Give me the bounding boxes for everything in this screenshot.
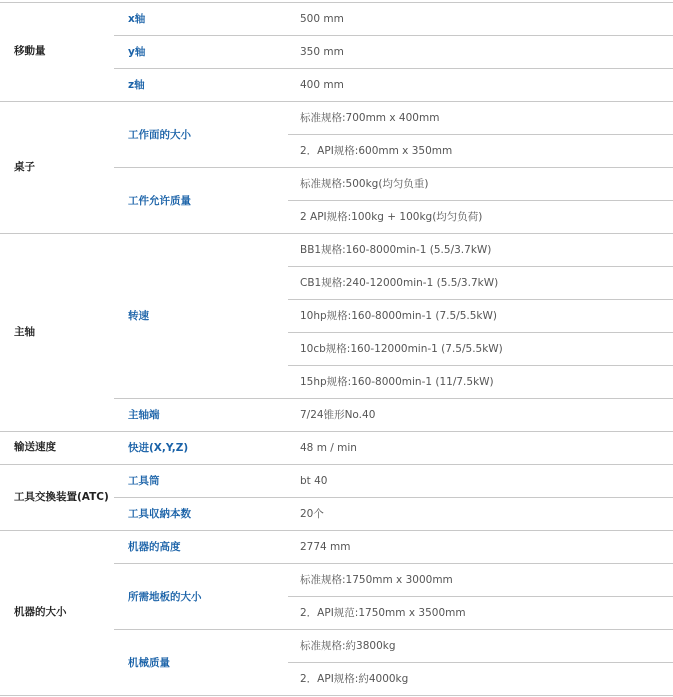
spec-value: 标准规格:1750mm x 3000mm bbox=[300, 574, 453, 586]
spec-sublabel: x轴 bbox=[128, 13, 146, 25]
spec-value: 2．API规范:1750mm x 3500mm bbox=[300, 607, 466, 619]
spec-value: BB1规格:160-8000min-1 (5.5/3.7kW) bbox=[300, 244, 492, 256]
spec-group-label: 工具交換装置(ATC) bbox=[14, 490, 109, 503]
spec-value: CB1规格:240-12000min-1 (5.5/3.7kW) bbox=[300, 277, 499, 289]
spec-group-label: 主轴 bbox=[14, 325, 35, 338]
spec-group-label: 输送速度 bbox=[14, 441, 56, 453]
spec-sublabel: 机器的高度 bbox=[128, 541, 181, 553]
spec-sublabel: z轴 bbox=[128, 79, 145, 91]
spec-value: 10cb规格:160-12000min-1 (7.5/5.5kW) bbox=[300, 343, 503, 355]
spec-value: 350 mm bbox=[300, 45, 344, 58]
spec-sublabel: y轴 bbox=[128, 46, 146, 58]
spec-sublabel: 机械质量 bbox=[128, 656, 170, 669]
spec-value: 2774 mm bbox=[300, 540, 351, 553]
spec-sublabel: 工件允许质量 bbox=[128, 194, 191, 207]
spec-sublabel: 工具筒 bbox=[128, 475, 160, 487]
group-divider bbox=[0, 695, 673, 696]
spec-sublabel: 工作面的大小 bbox=[128, 128, 191, 141]
spec-sublabel: 工具収納本数 bbox=[128, 508, 191, 520]
spec-sublabel: 快进(X,Y,Z) bbox=[128, 442, 189, 454]
spec-value: 标准规格:約3800kg bbox=[300, 640, 396, 652]
spec-value: 400 mm bbox=[300, 78, 344, 91]
spec-value: 48 m / min bbox=[300, 441, 357, 454]
spec-value: bt 40 bbox=[300, 474, 328, 487]
spec-value: 10hp规格:160-8000min-1 (7.5/5.5kW) bbox=[300, 310, 497, 322]
spec-value: 2．API规格:約4000kg bbox=[300, 673, 409, 685]
spec-value: 标准规格:500kg(均匀负重) bbox=[300, 178, 429, 190]
spec-value: 500 mm bbox=[300, 12, 344, 25]
spec-group-label: 移動量 bbox=[14, 45, 46, 57]
spec-value: 2 API规格:100kg + 100kg(均匀负荷) bbox=[300, 211, 483, 223]
spec-value: 15hp规格:160-8000min-1 (11/7.5kW) bbox=[300, 376, 494, 388]
spec-group-label: 桌子 bbox=[14, 160, 35, 173]
spec-value: 标准规格:700mm x 400mm bbox=[300, 112, 440, 124]
spec-value: 2．API规格:600mm x 350mm bbox=[300, 145, 453, 157]
spec-sublabel: 主轴端 bbox=[128, 409, 160, 421]
spec-sublabel: 所需地板的大小 bbox=[128, 590, 202, 603]
spec-value: 7/24锥形No.40 bbox=[300, 409, 376, 421]
spec-group-label: 机器的大小 bbox=[14, 606, 67, 618]
spec-sublabel: 转速 bbox=[128, 310, 149, 322]
spec-value: 20个 bbox=[300, 508, 324, 520]
